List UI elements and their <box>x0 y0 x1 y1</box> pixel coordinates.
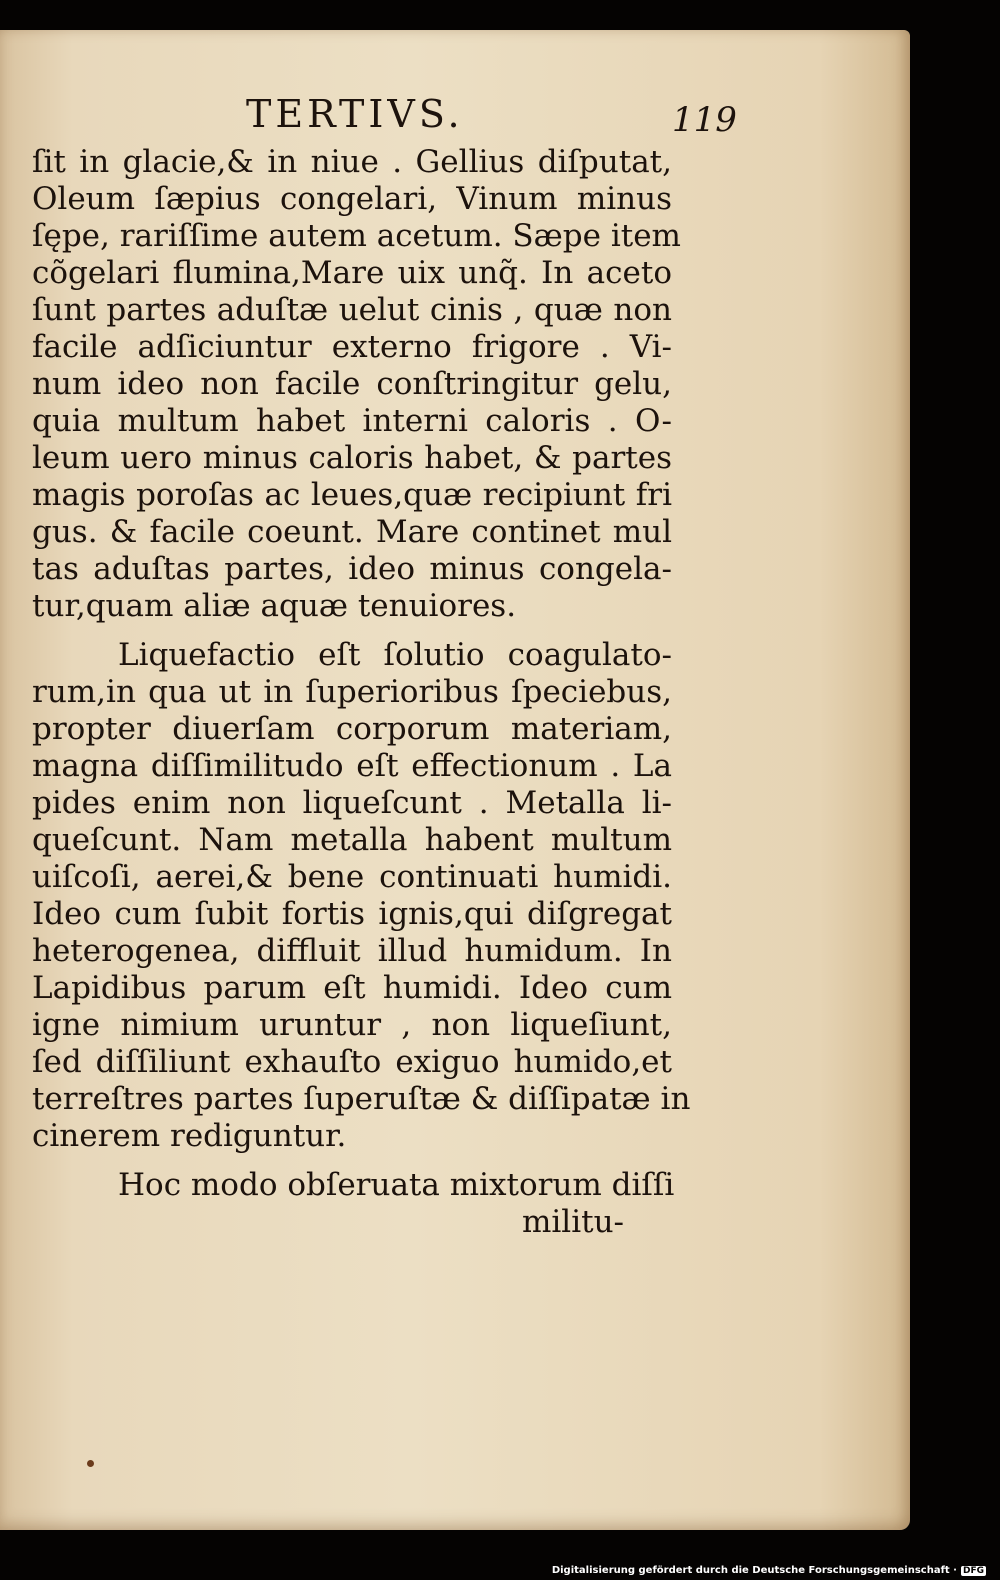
text-line: queſcunt. Nam metalla habent multum <box>32 822 672 858</box>
text-line: magna diſſimilitudo eſt effectionum . La <box>32 748 672 784</box>
text-line: Hoc modo obſeruata mixtorum diſſi <box>118 1167 675 1203</box>
catchword: militu- <box>522 1204 625 1240</box>
text-line: num ideo non facile conſtringitur gelu, <box>32 366 672 402</box>
catchword-row <box>32 1204 672 1241</box>
dfg-logo: DFG <box>962 1565 984 1576</box>
text-line: quia multum habet interni caloris . O- <box>32 403 672 439</box>
text-line: ſępe, rariſſime autem acetum. Sæpe item <box>32 218 681 254</box>
paragraph-3 <box>32 1167 675 1241</box>
text-line: ſit in glacie,& in niue . Gellius diſputat, <box>32 144 672 180</box>
paragraph-1 <box>32 144 681 625</box>
text-line: heterogenea, diffluit illud humidum. In <box>32 933 672 969</box>
text-line: propter diuerſam corporum materiam, <box>32 711 672 747</box>
text-line: rum,in qua ut in ſuperioribus ſpeciebus, <box>32 674 672 710</box>
book-page <box>0 30 910 1530</box>
text-line: ſunt partes aduſtæ uelut cinis , quæ non <box>32 292 672 328</box>
paragraph-gap <box>32 1155 672 1167</box>
paragraph-gap <box>32 625 672 637</box>
ink-spot <box>87 1460 94 1467</box>
text-line: igne nimium uruntur , non liqueſiunt, <box>32 1007 672 1043</box>
text-line: cõgelari flumina,Mare uix unq̃. In aceto <box>32 255 672 291</box>
text-line: uiſcoſi, aerei,& bene continuati humidi. <box>32 859 672 895</box>
text-line: gus. & facile coeunt. Mare continet mul <box>32 514 672 550</box>
running-head: TERTIVS. <box>246 92 464 136</box>
digitization-credit <box>552 1565 986 1576</box>
page-number: 119 <box>672 100 737 140</box>
text-block <box>32 144 691 1241</box>
text-line: tur,quam aliæ aquæ tenuiores. <box>32 588 517 624</box>
paragraph-2 <box>32 637 691 1155</box>
text-line: cinerem rediguntur. <box>32 1118 347 1154</box>
text-line: ſed diſſiliunt exhauſto exiguo humido,et <box>32 1044 672 1080</box>
text-line: terreſtres partes ſuperuſtæ & diſſipatæ in <box>32 1081 691 1117</box>
text-line: Lapidibus parum eſt humidi. Ideo cum <box>32 970 672 1006</box>
text-line: Ideo cum ſubit fortis ignis,qui diſgregat <box>32 896 672 932</box>
text-line: pides enim non liqueſcunt . Metalla li- <box>32 785 672 821</box>
text-line: magis poroſas ac leues,quæ recipiunt fri <box>32 477 672 513</box>
text-line: Oleum ſæpius congelari, Vinum minus <box>32 181 672 217</box>
text-line: facile adſiciuntur externo frigore . Vi- <box>32 329 672 365</box>
text-line: leum uero minus caloris habet, & partes <box>32 440 672 476</box>
text-line: Liquefactio eſt ſolutio coagulato- <box>118 637 672 673</box>
text-line: tas aduſtas partes, ideo minus congela- <box>32 551 672 587</box>
credit-text: Digitalisierung gefördert durch die Deutsche Forschungsgemeinschaft · <box>551 1565 957 1576</box>
